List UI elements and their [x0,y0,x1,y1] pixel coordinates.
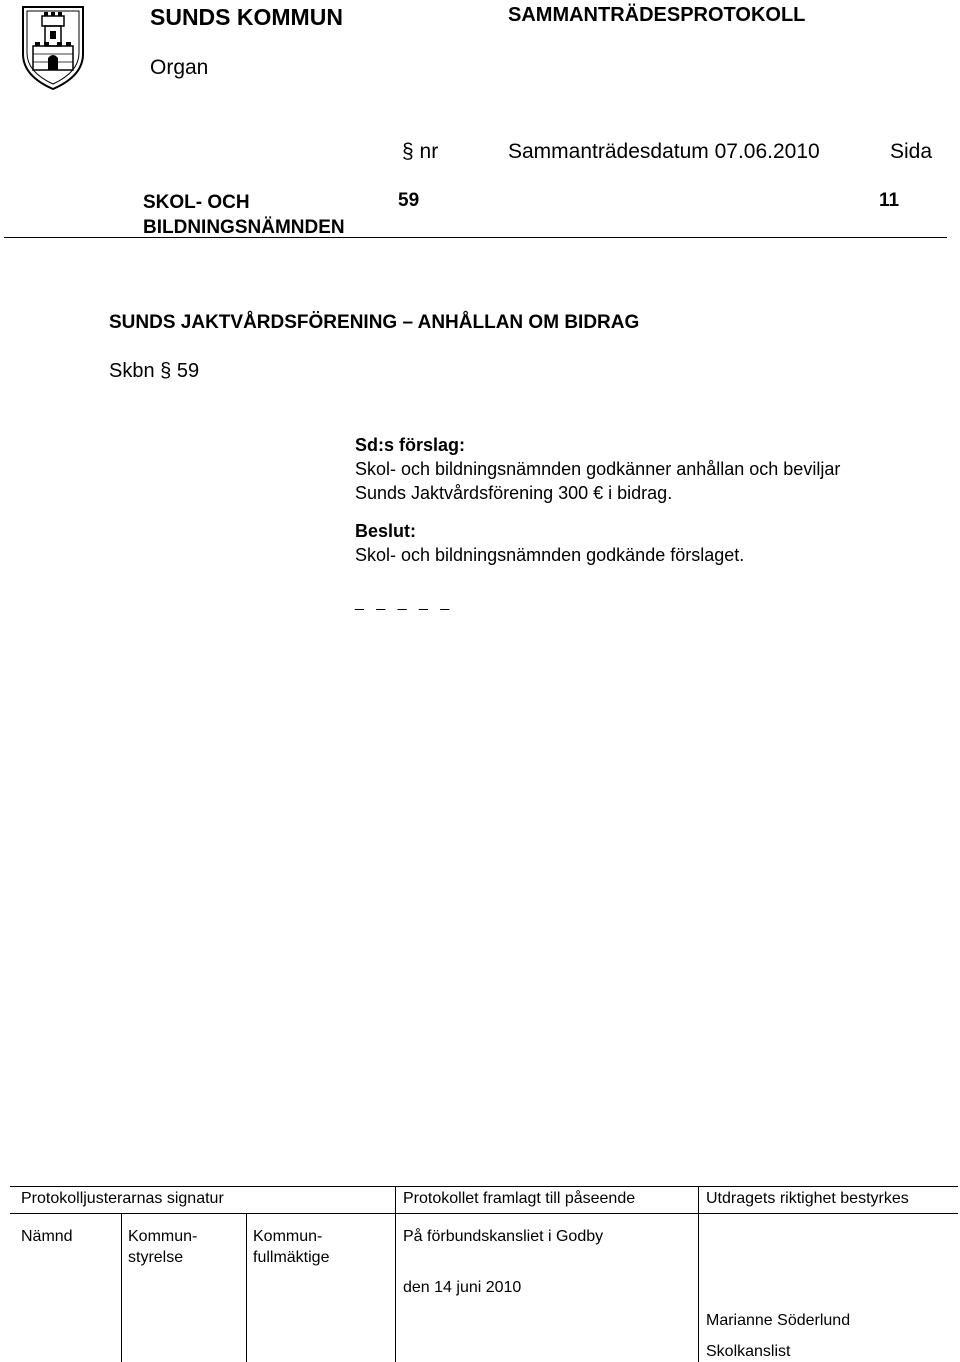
signature-fullmaktige-line1: Kommun- [253,1228,323,1245]
footer-header-rule [10,1213,958,1214]
proposal-text-line2: Sunds Jaktvårdsförening 300 € i bidrag. [355,483,673,503]
decision-text: Skol- och bildningsnämnden godkände förslaget. [355,545,745,565]
subject-heading: SUNDS JAKTVÅRDSFÖRENING – ANHÅLLAN OM BIDRAG [109,312,640,333]
proposal-text-line1: Skol- och bildningsnämnden godkänner anhållan och beviljar [355,459,841,479]
municipality-name: SUNDS KOMMUN [150,4,343,30]
signature-heading: Protokolljusterarnas signatur [21,1190,224,1207]
footer-divider-namnd [121,1213,122,1362]
signer-title: Skolkanslist [706,1343,791,1360]
signature-namnd: Nämnd [21,1228,73,1245]
document-title: SAMMANTRÄDESPROTOKOLL [508,4,806,26]
organ-label: Organ [150,56,209,79]
page-label: Sida [890,140,933,163]
organ-name [143,190,403,240]
signer-name: Marianne Söderlund [706,1312,851,1329]
municipality-crest-icon [20,4,86,92]
signature-styrelse [128,1226,197,1268]
paragraph-label: § nr [402,140,439,163]
meeting-date-label: Sammanträdesdatum 07.06.2010 [508,140,820,163]
footer-divider-styrelse [246,1213,247,1362]
organ-name-line2: BILDNINGSNÄMNDEN [143,217,345,238]
paragraph-reference: Skbn § 59 [109,360,200,382]
minutes-body [355,433,945,567]
signature-fullmaktige-line2: fullmäktige [253,1249,330,1266]
footer-top-rule [10,1186,958,1187]
presented-date: den 14 juni 2010 [403,1279,522,1296]
presented-heading: Protokollet framlagt till påseende [403,1190,636,1207]
signature-fullmaktige [253,1226,329,1268]
presented-place: På förbundskansliet i Godby [403,1228,604,1245]
footer-divider-2 [698,1186,699,1362]
paragraph-number: 59 [398,190,420,211]
end-mark: _ _ _ _ _ [355,594,454,611]
proposal-heading: Sd:s förslag: [355,435,466,455]
footer-divider-1 [395,1186,396,1362]
signature-styrelse-line1: Kommun- [128,1228,198,1245]
certified-heading: Utdragets riktighet bestyrkes [706,1190,909,1207]
decision-heading: Beslut: [355,521,417,541]
organ-name-line1: SKOL- OCH [143,192,250,213]
header-divider [4,237,947,238]
page-number: 11 [879,190,900,211]
signature-styrelse-line2: styrelse [128,1249,184,1266]
